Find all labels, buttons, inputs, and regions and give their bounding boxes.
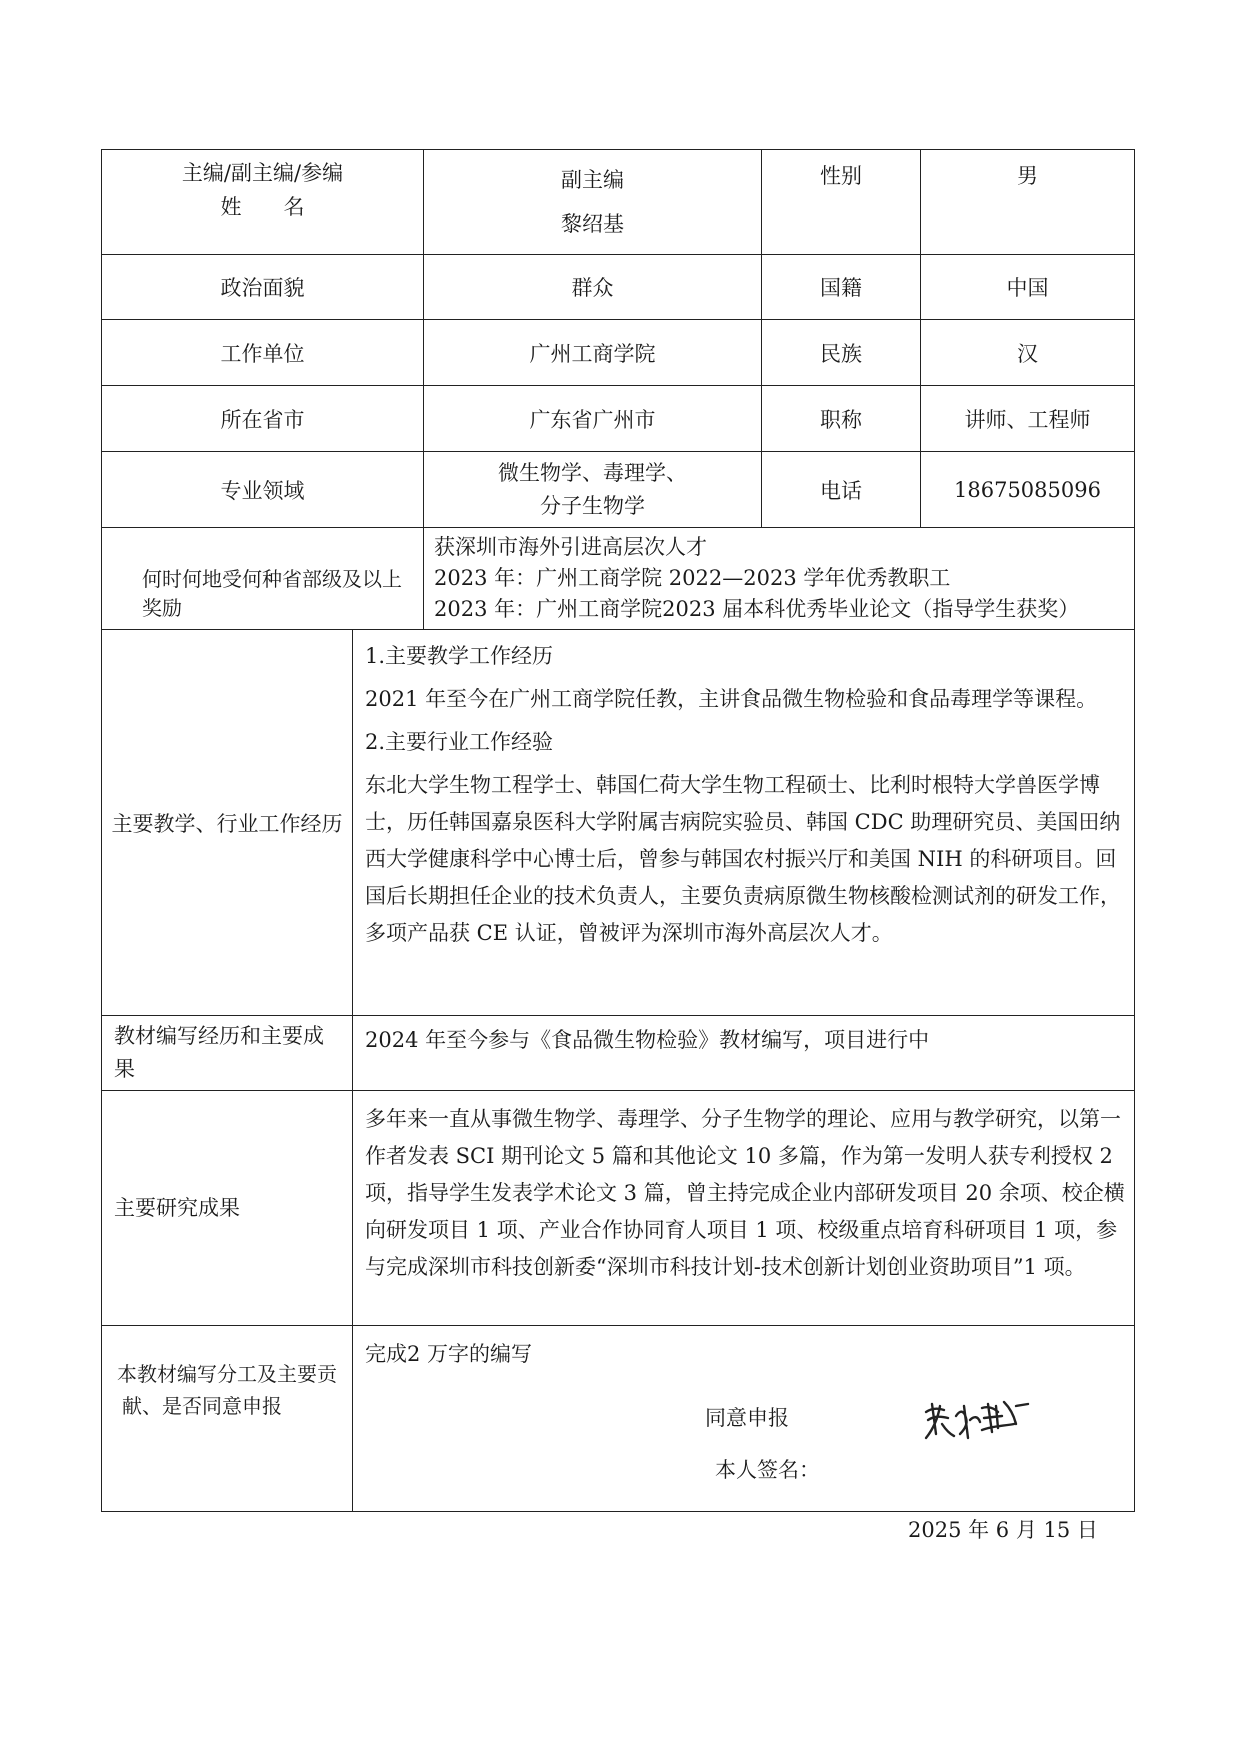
political-label: 政治面貌 bbox=[102, 255, 424, 320]
field-value-line2: 分子生物学 bbox=[540, 493, 645, 518]
research-label: 主要研究成果 bbox=[102, 1091, 353, 1326]
contribution-label-cell bbox=[102, 1326, 353, 1512]
awards-label-line2: 奖励 bbox=[142, 596, 182, 620]
phone-label: 电话 bbox=[762, 452, 921, 528]
nationality-label: 国籍 bbox=[762, 255, 921, 320]
employer-label: 工作单位 bbox=[102, 320, 424, 386]
row-awards bbox=[102, 528, 1135, 630]
research-text: 多年来一直从事微生物学、毒理学、分子生物学的理论、应用与教学研究，以第一作者发表 SCI 期刊论文 5 篇和其他论文 10 多篇，作为第一发明人获专利授权 2 项，指导学生发表学术论文 3 篇，曾主持完成企业内部研发项目 20 余项、校企横向研发项目 1 项、产业合作协同育人项目 1 项、校级重点培育科研项目 1 项，参与完成深圳市科技创新委“深圳市科技计划-技术创新计划创业资助项目”1 项。 bbox=[353, 1091, 1135, 1326]
title-value: 讲师、工程师 bbox=[921, 386, 1135, 452]
role-name-value-cell bbox=[424, 150, 762, 255]
location-value: 广东省广州市 bbox=[424, 386, 762, 452]
awards-label-cell bbox=[102, 528, 424, 630]
role-name-label-cell bbox=[102, 150, 424, 255]
row-experience bbox=[102, 630, 1135, 1016]
contribution-label-line1: 本教材编写分工及主要贡 bbox=[117, 1362, 337, 1386]
field-value-line1: 微生物学、毒理学、 bbox=[498, 460, 687, 485]
row-political bbox=[102, 255, 1135, 320]
location-label: 所在省市 bbox=[102, 386, 424, 452]
date-text: 2025 年 6 月 15 日 bbox=[908, 1518, 1098, 1542]
gender-label: 性别 bbox=[762, 150, 921, 255]
award-item: 2023 年：广州工商学院2023 届本科优秀毕业论文（指导学生获奖） bbox=[434, 597, 1080, 621]
experience-label: 主要教学、行业工作经历 bbox=[102, 630, 353, 1016]
editor-info-form bbox=[101, 149, 1135, 1542]
political-value: 群众 bbox=[424, 255, 762, 320]
award-item: 2023 年：广州工商学院 2022—2023 学年优秀教职工 bbox=[434, 566, 951, 590]
ethnicity-value: 汉 bbox=[921, 320, 1135, 386]
field-value-cell bbox=[424, 452, 762, 528]
title-label: 职称 bbox=[762, 386, 921, 452]
signature-image bbox=[918, 1394, 1038, 1444]
contribution-content bbox=[353, 1326, 1135, 1542]
row-field bbox=[102, 452, 1135, 528]
field-label: 专业领域 bbox=[102, 452, 424, 528]
ethnicity-label: 民族 bbox=[762, 320, 921, 386]
awards-label-line1: 何时何地受何种省部级及以上 bbox=[142, 567, 402, 591]
row-employer bbox=[102, 320, 1135, 386]
role-value: 副主编 bbox=[561, 168, 624, 192]
textbook-text: 2024 年至今参与《食品微生物检验》教材编写，项目进行中 bbox=[353, 1016, 1135, 1091]
row-textbook bbox=[102, 1016, 1135, 1091]
contribution-text: 完成2 万字的编写 bbox=[365, 1342, 533, 1366]
role-label: 主编/副主编/参编 bbox=[181, 161, 344, 185]
row-contribution bbox=[102, 1326, 1135, 1512]
name-label: 姓 名 bbox=[220, 195, 305, 219]
awards-value-cell bbox=[424, 528, 1135, 630]
award-item: 获深圳市海外引进高层次人才 bbox=[434, 535, 707, 559]
textbook-label: 教材编写经历和主要成果 bbox=[102, 1016, 353, 1091]
row-location bbox=[102, 386, 1135, 452]
experience-heading-teaching: 1.主要教学工作经历 bbox=[365, 644, 554, 668]
phone-value: 18675085096 bbox=[921, 452, 1135, 528]
gender-value: 男 bbox=[921, 150, 1135, 255]
row-research bbox=[102, 1091, 1135, 1326]
signature-label: 本人签名： bbox=[715, 1458, 820, 1482]
name-value: 黎绍基 bbox=[561, 212, 624, 236]
experience-text-teaching: 2021 年至今在广州工商学院任教，主讲食品微生物检验和食品毒理学等课程。 bbox=[365, 687, 1098, 711]
row-name bbox=[102, 150, 1135, 255]
agree-text: 同意申报 bbox=[705, 1406, 789, 1430]
experience-text-industry: 东北大学生物工程学士、韩国仁荷大学生物工程硕士、比利时根特大学兽医学博士，历任韩国嘉泉医科大学附属吉病院实验员、韩国 CDC 助理研究员、美国田纳西大学健康科学中心博士后，曾参与韩国农村振兴厅和美国 NIH 的科研项目。回国后长期担任企业的技术负责人，主要负责病原微生物核酸检测试剂的研发工作，多项产品获 CE 认证，曾被评为深圳市海外高层次人才。 bbox=[365, 773, 1121, 945]
employer-value: 广州工商学院 bbox=[424, 320, 762, 386]
experience-heading-industry: 2.主要行业工作经验 bbox=[365, 730, 554, 754]
experience-content bbox=[353, 630, 1135, 1016]
contribution-label-line2: 献、是否同意申报 bbox=[122, 1394, 282, 1418]
nationality-value: 中国 bbox=[921, 255, 1135, 320]
